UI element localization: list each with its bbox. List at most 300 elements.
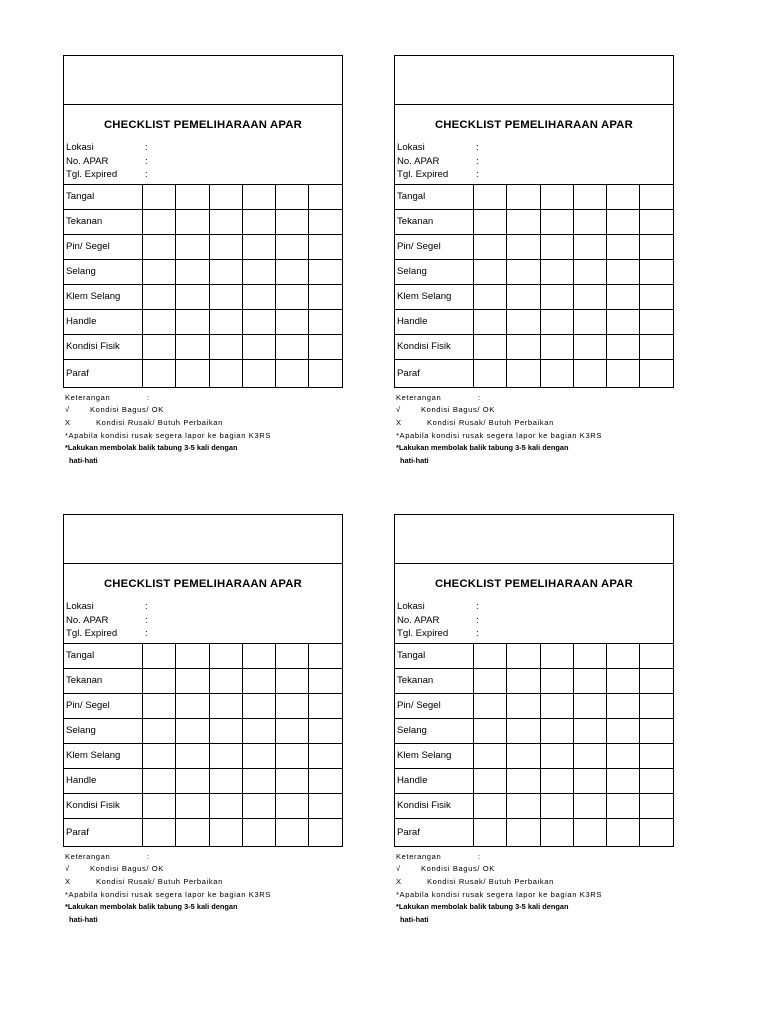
info-row [66, 155, 342, 169]
inspection-cell[interactable] [640, 793, 673, 818]
notes-check-legend [396, 404, 674, 417]
inspection-cell[interactable] [242, 768, 275, 793]
check-mark-icon: √ [396, 864, 401, 874]
inspection-cell[interactable] [507, 768, 540, 793]
inspection-item-label: Klem Selang [395, 284, 474, 309]
inspection-cell[interactable] [640, 359, 673, 387]
inspection-cell[interactable] [242, 818, 275, 846]
inspection-row [64, 234, 342, 259]
x-mark-icon: X [65, 417, 71, 427]
x-mark-icon: X [65, 876, 71, 886]
inspection-cell[interactable] [309, 693, 342, 718]
inspection-cell[interactable] [573, 643, 606, 668]
inspection-cell[interactable] [209, 693, 242, 718]
info-colon[interactable]: : [476, 628, 479, 639]
inspection-cell[interactable] [276, 309, 309, 334]
inspection-cell[interactable] [242, 359, 275, 387]
inspection-cell[interactable] [640, 693, 673, 718]
apar-checklist-card [63, 514, 343, 927]
notes-instruction-careful: hati-hati [69, 455, 98, 465]
notes-instruction-shake: *Lakukan membolak balik tabung 3-5 kali dengan [396, 902, 569, 912]
inspection-cell[interactable] [176, 259, 209, 284]
inspection-cell[interactable] [143, 334, 176, 359]
inspection-cell[interactable] [242, 668, 275, 693]
inspection-cell[interactable] [474, 184, 507, 209]
inspection-cell[interactable] [143, 309, 176, 334]
checklist-form [394, 514, 674, 847]
inspection-item-label: Klem Selang [395, 743, 474, 768]
info-colon[interactable]: : [476, 601, 479, 612]
info-section [64, 141, 342, 182]
inspection-cell[interactable] [276, 334, 309, 359]
inspection-row [64, 309, 342, 334]
inspection-row [64, 793, 342, 818]
inspection-cell[interactable] [507, 793, 540, 818]
inspection-cell[interactable] [209, 284, 242, 309]
inspection-cell[interactable] [176, 309, 209, 334]
inspection-cell[interactable] [242, 284, 275, 309]
info-label: Lokasi [397, 142, 425, 153]
inspection-cell[interactable] [242, 693, 275, 718]
inspection-row [395, 234, 673, 259]
inspection-cell[interactable] [540, 743, 573, 768]
checklist-form [63, 514, 343, 847]
inspection-cell[interactable] [309, 718, 342, 743]
inspection-cell[interactable] [507, 259, 540, 284]
inspection-cell[interactable] [507, 184, 540, 209]
inspection-cell[interactable] [607, 643, 640, 668]
keterangan-colon: : [147, 851, 150, 861]
inspection-cell[interactable] [640, 209, 673, 234]
inspection-cell[interactable] [573, 284, 606, 309]
info-colon[interactable]: : [145, 601, 148, 612]
inspection-cell[interactable] [640, 643, 673, 668]
inspection-cell[interactable] [540, 818, 573, 846]
info-colon[interactable]: : [476, 169, 479, 180]
inspection-cell[interactable] [474, 284, 507, 309]
inspection-cell[interactable] [474, 643, 507, 668]
info-colon[interactable]: : [476, 142, 479, 153]
notes-x-legend [396, 417, 674, 430]
inspection-cell[interactable] [143, 718, 176, 743]
inspection-cell[interactable] [143, 284, 176, 309]
inspection-cell[interactable] [573, 768, 606, 793]
inspection-cell[interactable] [276, 643, 309, 668]
inspection-cell[interactable] [640, 743, 673, 768]
x-mark-icon: X [396, 876, 402, 886]
inspection-cell[interactable] [309, 334, 342, 359]
inspection-cell[interactable] [309, 643, 342, 668]
inspection-cell[interactable] [309, 284, 342, 309]
x-mark-icon: X [396, 417, 402, 427]
inspection-cell[interactable] [209, 768, 242, 793]
inspection-cell[interactable] [540, 359, 573, 387]
inspection-cell[interactable] [507, 234, 540, 259]
inspection-cell[interactable] [640, 259, 673, 284]
inspection-item-label: Tekanan [395, 209, 474, 234]
inspection-cell[interactable] [143, 234, 176, 259]
info-row [397, 600, 673, 614]
inspection-item-label: Kondisi Fisik [64, 334, 143, 359]
inspection-cell[interactable] [573, 668, 606, 693]
info-colon[interactable]: : [145, 169, 148, 180]
inspection-cell[interactable] [143, 768, 176, 793]
inspection-row [64, 359, 342, 387]
inspection-cell[interactable] [607, 184, 640, 209]
inspection-item-label: Pin/ Segel [64, 693, 143, 718]
inspection-cell[interactable] [474, 359, 507, 387]
inspection-cell[interactable] [573, 234, 606, 259]
inspection-cell[interactable] [607, 234, 640, 259]
inspection-item-label: Paraf [395, 818, 474, 846]
inspection-cell[interactable] [276, 668, 309, 693]
inspection-cell[interactable] [474, 693, 507, 718]
info-colon[interactable]: : [476, 614, 479, 626]
keterangan-label: Keterangan [65, 392, 111, 402]
inspection-cell[interactable] [573, 743, 606, 768]
inspection-cell[interactable] [276, 284, 309, 309]
inspection-row [64, 184, 342, 209]
inspection-cell[interactable] [309, 234, 342, 259]
inspection-cell[interactable] [242, 793, 275, 818]
inspection-cell[interactable] [507, 334, 540, 359]
inspection-row [64, 643, 342, 668]
inspection-cell[interactable] [640, 334, 673, 359]
inspection-cell[interactable] [474, 309, 507, 334]
info-label: Tgl. Expired [397, 169, 449, 180]
info-row [397, 627, 673, 641]
check-mark-icon: √ [65, 405, 70, 415]
inspection-cell[interactable] [607, 209, 640, 234]
inspection-item-label: Pin/ Segel [395, 693, 474, 718]
inspection-cell[interactable] [309, 309, 342, 334]
notes-instruction-report: *Apabila kondisi rusak segera lapor ke bagian K3RS [65, 889, 272, 899]
keterangan-label: Keterangan [65, 851, 111, 861]
inspection-cell[interactable] [474, 259, 507, 284]
inspection-cell[interactable] [309, 184, 342, 209]
inspection-item-label: Handle [64, 768, 143, 793]
inspection-cell[interactable] [507, 284, 540, 309]
info-row [66, 627, 342, 641]
inspection-cell[interactable] [640, 234, 673, 259]
inspection-cell[interactable] [607, 668, 640, 693]
inspection-cell[interactable] [309, 359, 342, 387]
info-label: Tgl. Expired [66, 628, 118, 639]
inspection-cell[interactable] [507, 309, 540, 334]
inspection-item-label: Pin/ Segel [395, 234, 474, 259]
inspection-cell[interactable] [540, 234, 573, 259]
inspection-cell[interactable] [540, 209, 573, 234]
inspection-cell[interactable] [242, 184, 275, 209]
inspection-cell[interactable] [276, 818, 309, 846]
inspection-cell[interactable] [276, 718, 309, 743]
inspection-cell[interactable] [242, 334, 275, 359]
notes-keterangan [396, 851, 674, 864]
inspection-cell[interactable] [540, 668, 573, 693]
inspection-cell[interactable] [176, 359, 209, 387]
inspection-cell[interactable] [242, 259, 275, 284]
inspection-cell[interactable] [242, 209, 275, 234]
inspection-cell[interactable] [242, 643, 275, 668]
inspection-cell[interactable] [507, 643, 540, 668]
inspection-cell[interactable] [309, 259, 342, 284]
inspection-cell[interactable] [309, 209, 342, 234]
inspection-cell[interactable] [209, 259, 242, 284]
inspection-cell[interactable] [607, 693, 640, 718]
checklist-title: CHECKLIST PEMELIHARAAN APAR [103, 119, 303, 131]
inspection-cell[interactable] [540, 334, 573, 359]
inspection-cell[interactable] [607, 284, 640, 309]
inspection-item-label: Pin/ Segel [64, 234, 143, 259]
inspection-cell[interactable] [607, 768, 640, 793]
notes-check-legend [65, 863, 343, 876]
inspection-cell[interactable] [276, 259, 309, 284]
inspection-cell[interactable] [242, 309, 275, 334]
inspection-cell[interactable] [309, 743, 342, 768]
inspection-row [395, 768, 673, 793]
inspection-cell[interactable] [209, 234, 242, 259]
inspection-cell[interactable] [309, 793, 342, 818]
inspection-cell[interactable] [143, 209, 176, 234]
inspection-cell[interactable] [540, 309, 573, 334]
inspection-cell[interactable] [242, 718, 275, 743]
notes-x-legend [396, 876, 674, 889]
inspection-cell[interactable] [540, 768, 573, 793]
inspection-cell[interactable] [276, 743, 309, 768]
notes-keterangan [65, 851, 343, 864]
inspection-cell[interactable] [607, 718, 640, 743]
inspection-cell[interactable] [209, 334, 242, 359]
inspection-cell[interactable] [176, 793, 209, 818]
inspection-cell[interactable] [573, 259, 606, 284]
inspection-cell[interactable] [242, 743, 275, 768]
inspection-cell[interactable] [507, 693, 540, 718]
notes-instruction-careful: hati-hati [400, 914, 429, 924]
info-colon[interactable]: : [145, 628, 148, 639]
inspection-cell[interactable] [640, 284, 673, 309]
inspection-item-label: Selang [64, 718, 143, 743]
inspection-cell[interactable] [143, 643, 176, 668]
inspection-cell[interactable] [176, 718, 209, 743]
inspection-cell[interactable] [176, 768, 209, 793]
inspection-cell[interactable] [573, 209, 606, 234]
inspection-cell[interactable] [507, 743, 540, 768]
inspection-cell[interactable] [474, 768, 507, 793]
inspection-cell[interactable] [143, 818, 176, 846]
inspection-cell[interactable] [573, 693, 606, 718]
inspection-cell[interactable] [540, 259, 573, 284]
inspection-cell[interactable] [176, 818, 209, 846]
info-label: Lokasi [66, 601, 94, 612]
inspection-cell[interactable] [474, 743, 507, 768]
inspection-cell[interactable] [573, 359, 606, 387]
checklist-title: CHECKLIST PEMELIHARAAN APAR [434, 578, 634, 590]
inspection-cell[interactable] [540, 793, 573, 818]
inspection-cell[interactable] [474, 209, 507, 234]
inspection-cell[interactable] [607, 743, 640, 768]
check-mark-icon: √ [396, 405, 401, 415]
notes-instruction-report: *Apabila kondisi rusak segera lapor ke bagian K3RS [396, 889, 603, 899]
inspection-cell[interactable] [573, 334, 606, 359]
inspection-cell[interactable] [209, 668, 242, 693]
inspection-cell[interactable] [573, 184, 606, 209]
info-colon[interactable]: : [145, 155, 148, 167]
inspection-cell[interactable] [573, 818, 606, 846]
inspection-item-label: Tangal [64, 184, 143, 209]
inspection-cell[interactable] [540, 643, 573, 668]
inspection-cell[interactable] [209, 643, 242, 668]
info-row [397, 168, 673, 182]
checklist-title: CHECKLIST PEMELIHARAAN APAR [103, 578, 303, 590]
inspection-cell[interactable] [640, 309, 673, 334]
inspection-cell[interactable] [176, 284, 209, 309]
inspection-cell[interactable] [474, 793, 507, 818]
inspection-cell[interactable] [507, 668, 540, 693]
inspection-cell[interactable] [176, 668, 209, 693]
inspection-row [64, 209, 342, 234]
info-colon[interactable]: : [476, 155, 479, 167]
inspection-cell[interactable] [640, 818, 673, 846]
inspection-cell[interactable] [276, 234, 309, 259]
inspection-row [395, 259, 673, 284]
inspection-item-label: Tangal [395, 643, 474, 668]
inspection-cell[interactable] [474, 718, 507, 743]
inspection-row [395, 668, 673, 693]
inspection-cell[interactable] [474, 818, 507, 846]
inspection-cell[interactable] [209, 209, 242, 234]
inspection-cell[interactable] [143, 793, 176, 818]
inspection-cell[interactable] [276, 793, 309, 818]
inspection-cell[interactable] [607, 793, 640, 818]
inspection-grid [64, 643, 342, 846]
notes-keterangan [396, 392, 674, 405]
inspection-cell[interactable] [209, 359, 242, 387]
inspection-cell[interactable] [640, 768, 673, 793]
inspection-cell[interactable] [607, 259, 640, 284]
inspection-cell[interactable] [507, 209, 540, 234]
inspection-cell[interactable] [276, 209, 309, 234]
inspection-row [64, 334, 342, 359]
check-legend-text: Kondisi Bagus/ OK [421, 405, 495, 415]
inspection-item-label: Paraf [64, 818, 143, 846]
inspection-cell[interactable] [607, 818, 640, 846]
checklist-title: CHECKLIST PEMELIHARAAN APAR [434, 119, 634, 131]
inspection-cell[interactable] [209, 184, 242, 209]
inspection-cell[interactable] [607, 334, 640, 359]
inspection-cell[interactable] [209, 793, 242, 818]
inspection-row [395, 184, 673, 209]
inspection-cell[interactable] [143, 743, 176, 768]
inspection-cell[interactable] [242, 234, 275, 259]
inspection-cell[interactable] [176, 184, 209, 209]
inspection-item-label: Handle [395, 768, 474, 793]
inspection-item-label: Handle [395, 309, 474, 334]
inspection-cell[interactable] [176, 693, 209, 718]
info-colon[interactable]: : [145, 142, 148, 153]
inspection-row [395, 284, 673, 309]
notes-instruction-report: *Apabila kondisi rusak segera lapor ke bagian K3RS [65, 430, 272, 440]
info-colon[interactable]: : [145, 614, 148, 626]
inspection-row [395, 718, 673, 743]
inspection-cell[interactable] [507, 818, 540, 846]
inspection-cell[interactable] [507, 359, 540, 387]
inspection-cell[interactable] [474, 668, 507, 693]
inspection-cell[interactable] [276, 768, 309, 793]
notes-x-legend [65, 876, 343, 889]
keterangan-label: Keterangan [396, 392, 442, 402]
inspection-row [64, 818, 342, 846]
inspection-cell[interactable] [176, 334, 209, 359]
inspection-cell[interactable] [309, 818, 342, 846]
notes-instruction-careful: hati-hati [69, 914, 98, 924]
inspection-cell[interactable] [607, 359, 640, 387]
inspection-cell[interactable] [143, 259, 176, 284]
info-row [397, 614, 673, 628]
inspection-cell[interactable] [507, 718, 540, 743]
inspection-cell[interactable] [209, 309, 242, 334]
info-row [397, 141, 673, 155]
inspection-cell[interactable] [540, 184, 573, 209]
inspection-cell[interactable] [607, 309, 640, 334]
inspection-cell[interactable] [276, 184, 309, 209]
inspection-cell[interactable] [143, 693, 176, 718]
inspection-cell[interactable] [176, 209, 209, 234]
inspection-row [395, 693, 673, 718]
inspection-cell[interactable] [276, 359, 309, 387]
inspection-cell[interactable] [309, 668, 342, 693]
inspection-cell[interactable] [209, 718, 242, 743]
apar-checklist-card [63, 55, 343, 468]
inspection-grid [395, 184, 673, 387]
inspection-cell[interactable] [573, 718, 606, 743]
inspection-cell[interactable] [276, 693, 309, 718]
inspection-row [395, 818, 673, 846]
inspection-cell[interactable] [640, 718, 673, 743]
inspection-item-label: Selang [64, 259, 143, 284]
inspection-cell[interactable] [540, 718, 573, 743]
info-label: Lokasi [397, 601, 425, 612]
inspection-cell[interactable] [176, 643, 209, 668]
inspection-cell[interactable] [573, 309, 606, 334]
inspection-cell[interactable] [540, 693, 573, 718]
inspection-row [395, 334, 673, 359]
inspection-cell[interactable] [474, 334, 507, 359]
inspection-item-label: Tekanan [64, 668, 143, 693]
inspection-cell[interactable] [176, 743, 209, 768]
inspection-row [64, 768, 342, 793]
inspection-cell[interactable] [143, 668, 176, 693]
inspection-cell[interactable] [143, 184, 176, 209]
inspection-cell[interactable] [143, 359, 176, 387]
inspection-grid [64, 184, 342, 387]
inspection-cell[interactable] [176, 234, 209, 259]
inspection-cell[interactable] [573, 793, 606, 818]
notes-instruction-report: *Apabila kondisi rusak segera lapor ke bagian K3RS [396, 430, 603, 440]
inspection-item-label: Kondisi Fisik [64, 793, 143, 818]
info-section [64, 600, 342, 641]
inspection-cell[interactable] [309, 768, 342, 793]
inspection-cell[interactable] [640, 184, 673, 209]
notes-instruction-shake: *Lakukan membolak balik tabung 3-5 kali dengan [65, 902, 238, 912]
inspection-cell[interactable] [640, 668, 673, 693]
inspection-cell[interactable] [209, 818, 242, 846]
header-blank-area [395, 56, 673, 105]
inspection-item-label: Paraf [395, 359, 474, 387]
inspection-cell[interactable] [474, 234, 507, 259]
inspection-cell[interactable] [540, 284, 573, 309]
inspection-cell[interactable] [209, 743, 242, 768]
inspection-row [395, 209, 673, 234]
